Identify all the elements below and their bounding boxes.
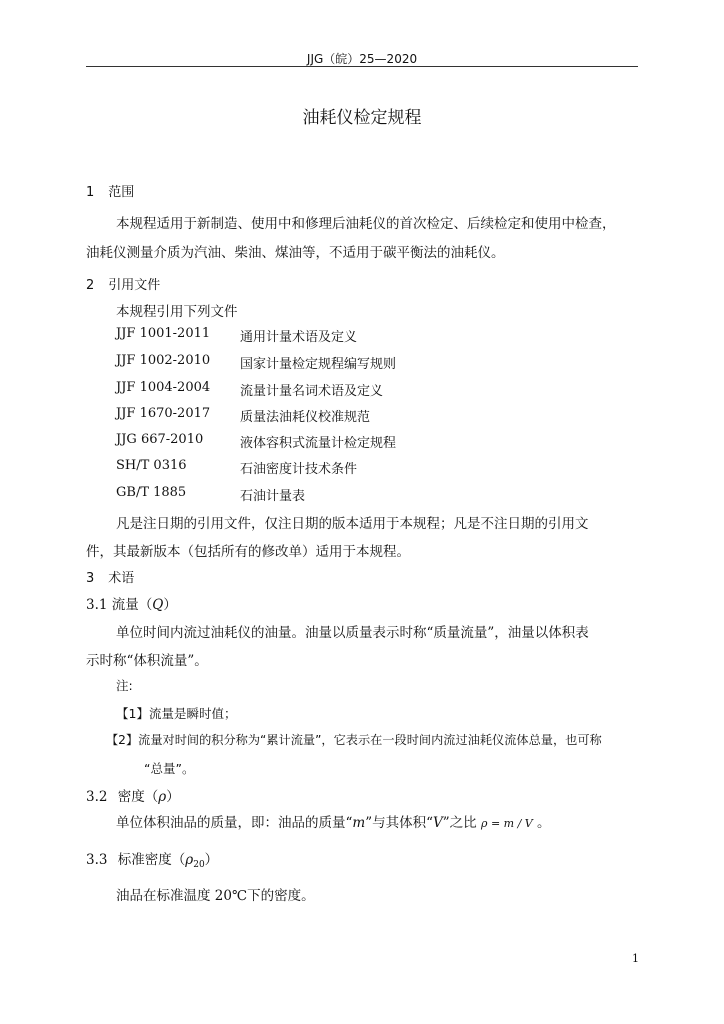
term-label: 标准密度（ [117, 852, 186, 868]
term-3-1-heading [86, 593, 177, 613]
ref-title: 流量计量名词术语及定义 [240, 384, 384, 399]
term-close: ） [163, 597, 177, 613]
flow-symbol: Q [152, 597, 164, 613]
mass-symbol: m [352, 815, 366, 831]
ref-code: GB/T 1885 [116, 485, 187, 500]
ref-code: SH/T 0316 [116, 458, 187, 473]
term-close: ） [204, 852, 219, 868]
note-2-line2: “总量”。 [144, 761, 195, 776]
ref-title: 质量法油耗仪校准规范 [240, 410, 371, 425]
section-1-title: 范围 [108, 185, 135, 200]
page-title: 油耗仪检定规程 [302, 108, 422, 128]
ref-code: JJG 667-2010 [116, 432, 204, 447]
ref-title: 石油密度计技术条件 [240, 462, 358, 477]
term-number: 3.1 [86, 597, 108, 613]
term-close: ） [166, 789, 180, 805]
section-2-note-line1: 凡是注日期的引用文件，仅注日期的版本适用于本规程；凡是不注日期的引用文 [116, 516, 589, 532]
std-density-subscript: 20 [193, 860, 205, 870]
term-3-2-heading [86, 785, 180, 805]
density-symbol: ρ [158, 789, 167, 805]
section-2-note-line2: 件，其最新版本（包括所有的修改单）适用于本规程。 [86, 544, 410, 560]
ref-code: JJF 1001-2011 [116, 326, 211, 341]
section-1-para-line1: 本规程适用于新制造、使用中和修理后油耗仪的首次检定、后续检定和使用中检查， [116, 216, 616, 232]
ref-code: JJF 1002-2010 [116, 353, 211, 368]
ref-title: 通用计量术语及定义 [240, 330, 358, 345]
term-3-1-def-line1: 单位时间内流过油耗仪的油量。油量以质量表示时称“质量流量”，油量以体积表 [116, 625, 589, 641]
page-number: 1 [632, 952, 639, 965]
section-2-intro: 本规程引用下列文件 [116, 304, 238, 320]
ref-code: JJF 1004-2004 [116, 380, 211, 395]
term-number: 3.3 [86, 852, 108, 868]
ref-title: 石油计量表 [240, 489, 306, 504]
section-2-number: 2 [86, 278, 95, 293]
section-1-number: 1 [86, 185, 95, 200]
density-formula: ρ = m / V [480, 817, 533, 830]
note-2-line1: 【2】流量对时间的积分称为“累计流量”，它表示在一段时间内流过油耗仪流体总量，也可称 [106, 733, 602, 747]
ref-title: 国家计量检定规程编写规则 [240, 357, 397, 372]
section-1-para-line2: 油耗仪测量介质为汽油、柴油、煤油等，不适用于碳平衡法的油耗仪。 [86, 245, 505, 261]
section-2-title: 引用文件 [108, 278, 161, 293]
note-1: 【1】流量是瞬时值； [116, 706, 237, 721]
section-3-title: 术语 [108, 571, 135, 586]
def-text: ”之比 [442, 815, 477, 831]
term-3-3-def: 油品在标准温度 20℃下的密度。 [116, 888, 315, 904]
section-1-heading [86, 181, 134, 200]
def-text: 单位体积油品的质量，即：油品的质量“ [116, 815, 353, 831]
header-rule [86, 66, 638, 67]
section-2-heading [86, 274, 160, 293]
def-text: ”与其体积“ [365, 815, 434, 831]
term-3-1-def-line2: 示时称“体积流量”。 [86, 653, 208, 669]
def-text: 。 [537, 815, 551, 831]
volume-symbol: V [433, 815, 443, 831]
term-label: 密度（ [117, 789, 159, 805]
note-label: 注: [116, 678, 133, 693]
ref-code: JJF 1670-2017 [116, 406, 211, 421]
ref-title: 液体容积式流量计检定规程 [240, 436, 397, 451]
term-number: 3.2 [86, 789, 108, 805]
term-label: 流量（ [111, 597, 153, 613]
std-density-symbol: ρ [185, 852, 194, 868]
term-3-3-heading [86, 848, 218, 870]
section-3-heading [86, 567, 134, 586]
section-3-number: 3 [86, 571, 95, 586]
term-3-2-def [116, 811, 551, 831]
header-code: JJG（皖）25—2020 [306, 52, 418, 66]
